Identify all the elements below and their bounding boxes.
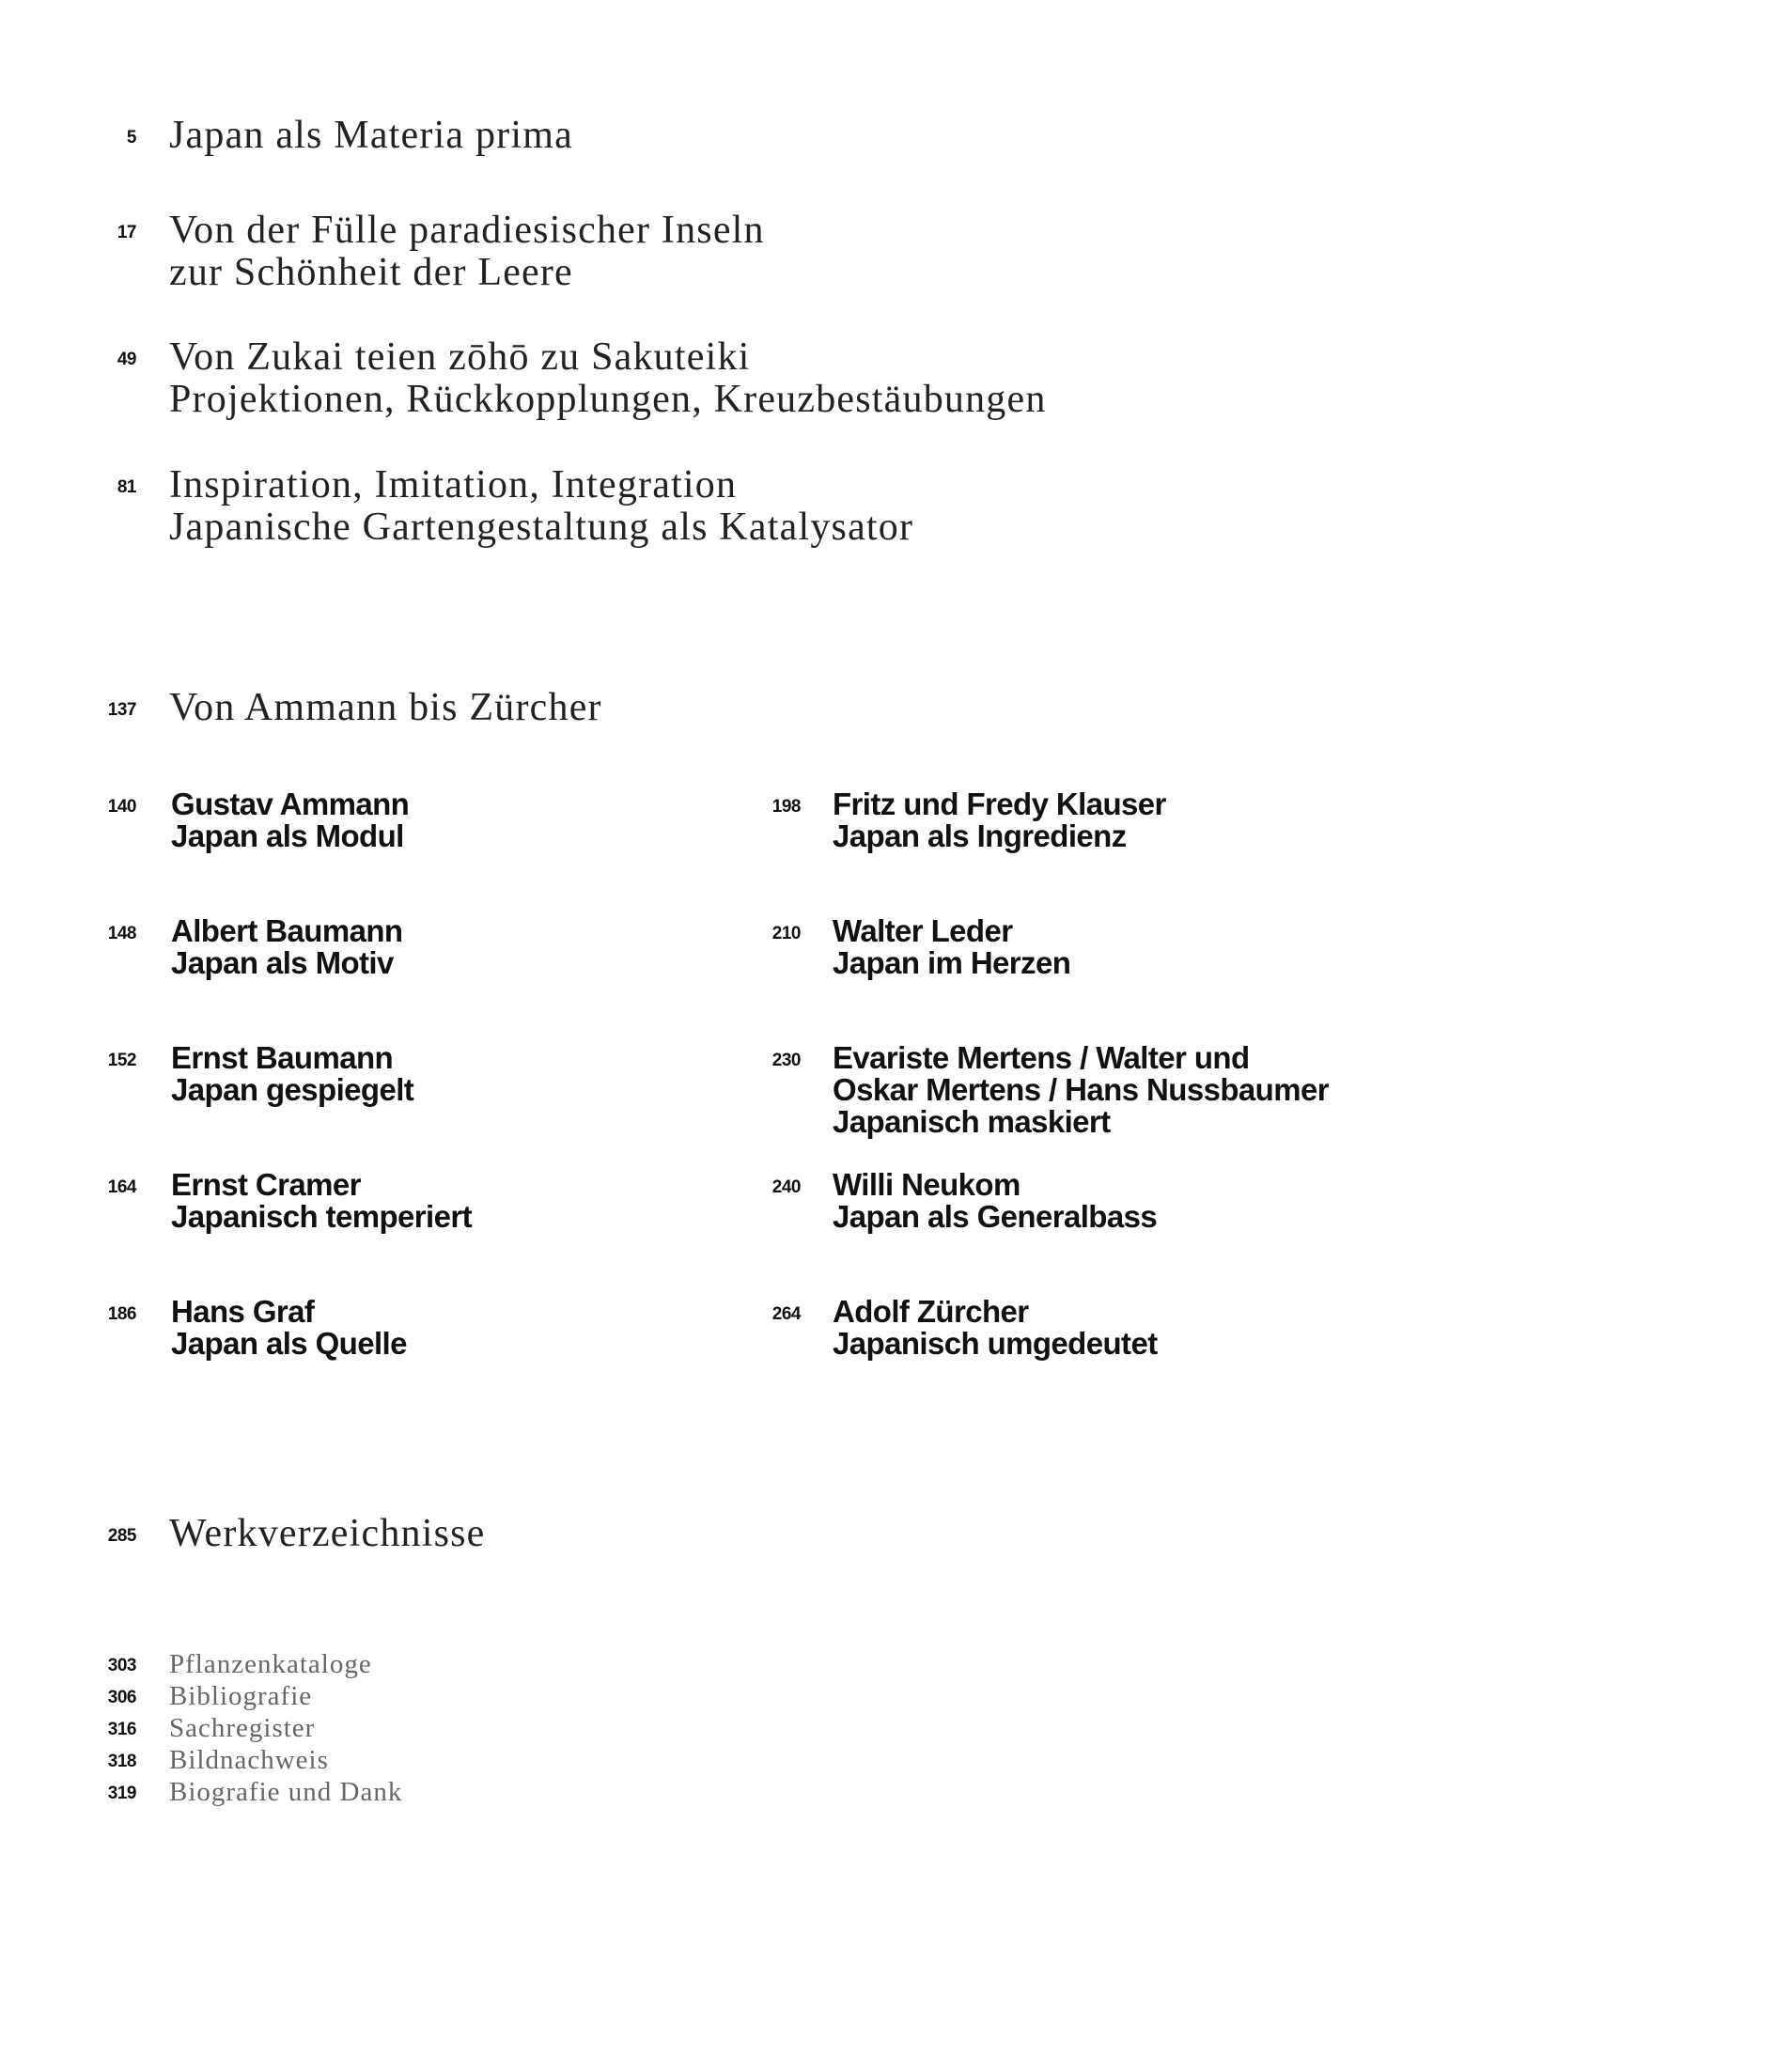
page-number: 318 xyxy=(107,1752,136,1771)
page-number: 186 xyxy=(107,1304,136,1324)
appendix-title: Sachregister xyxy=(169,1713,316,1743)
section-title: Werkverzeichnisse xyxy=(169,1512,486,1555)
title-line: zur Schönheit der Leere xyxy=(169,251,573,294)
title-line: Adolf Zürcher xyxy=(833,1294,1029,1329)
title-line: Inspiration, Imitation, Integration xyxy=(169,463,738,506)
portrait-title xyxy=(833,1169,1157,1233)
title-line: Japan als Quelle xyxy=(171,1326,407,1361)
title-line: Japanische Gartengestaltung als Katalysator xyxy=(169,506,914,549)
page-number: 240 xyxy=(771,1177,801,1197)
title-line: Albert Baumann xyxy=(171,913,403,948)
title-line: Gustav Ammann xyxy=(171,787,410,821)
title-line: Japan gespiegelt xyxy=(171,1072,414,1107)
page-number: 285 xyxy=(107,1526,136,1546)
page-number: 148 xyxy=(107,924,136,943)
page-number: 303 xyxy=(107,1656,136,1675)
title-line: Japanisch umgedeutet xyxy=(833,1326,1158,1361)
title-line: Von Zukai teien zōhō zu Sakuteiki xyxy=(169,335,751,379)
title-line: Japanisch maskiert xyxy=(833,1104,1111,1139)
chapter-title xyxy=(169,115,573,157)
title-line: Japan als Generalbass xyxy=(833,1199,1158,1234)
chapter-title xyxy=(169,464,913,549)
title-line: Ernst Cramer xyxy=(171,1167,361,1202)
title-line: Oskar Mertens / Hans Nussbaumer xyxy=(833,1072,1329,1107)
title-line: Japan als Modul xyxy=(171,818,404,853)
portrait-title xyxy=(171,1042,413,1106)
page-number: 164 xyxy=(107,1177,136,1197)
chapter-title xyxy=(169,210,765,294)
section-title: Von Ammann bis Zürcher xyxy=(169,686,602,729)
portrait-title xyxy=(833,788,1166,852)
page-number: 81 xyxy=(117,477,136,497)
title-line: Von der Fülle paradiesischer Inseln xyxy=(169,209,765,252)
title-line: Japan als Materia prima xyxy=(169,114,573,157)
page-number: 319 xyxy=(107,1784,136,1803)
portrait-title xyxy=(833,1296,1158,1360)
title-line: Japan als Ingredienz xyxy=(833,818,1127,853)
chapter-title xyxy=(169,336,1047,421)
page-number: 264 xyxy=(771,1304,801,1324)
page-number: 5 xyxy=(126,128,136,148)
title-line: Willi Neukom xyxy=(833,1167,1020,1202)
title-line: Japanisch temperiert xyxy=(171,1199,472,1234)
page-number: 306 xyxy=(107,1688,136,1707)
portrait-title xyxy=(171,788,409,852)
title-line: Ernst Baumann xyxy=(171,1040,394,1075)
title-line: Evariste Mertens / Walter und xyxy=(833,1040,1250,1075)
portrait-title xyxy=(833,1042,1329,1138)
title-line: Japan im Herzen xyxy=(833,945,1071,980)
page-number: 316 xyxy=(107,1720,136,1739)
page-number: 198 xyxy=(771,797,801,817)
page-number: 49 xyxy=(117,350,136,369)
page-number: 210 xyxy=(771,924,801,943)
portrait-title xyxy=(171,915,402,979)
appendix-title: Pflanzenkataloge xyxy=(169,1649,372,1679)
title-line: Projektionen, Rückkopplungen, Kreuzbestäubungen xyxy=(169,378,1047,421)
appendix-title: Bibliografie xyxy=(169,1681,313,1711)
appendix-title: Biografie und Dank xyxy=(169,1777,403,1807)
page-number: 230 xyxy=(771,1051,801,1070)
appendix-title: Bildnachweis xyxy=(169,1745,329,1775)
title-line: Japan als Motiv xyxy=(171,945,394,980)
portrait-title xyxy=(171,1296,407,1360)
page-number: 137 xyxy=(107,700,136,720)
page-number: 17 xyxy=(117,223,136,242)
page-number: 152 xyxy=(107,1051,136,1070)
title-line: Hans Graf xyxy=(171,1294,315,1329)
page-number: 140 xyxy=(107,797,136,817)
title-line: Fritz und Fredy Klauser xyxy=(833,787,1166,821)
title-line: Walter Leder xyxy=(833,913,1013,948)
portrait-title xyxy=(833,915,1070,979)
portrait-title xyxy=(171,1169,472,1233)
